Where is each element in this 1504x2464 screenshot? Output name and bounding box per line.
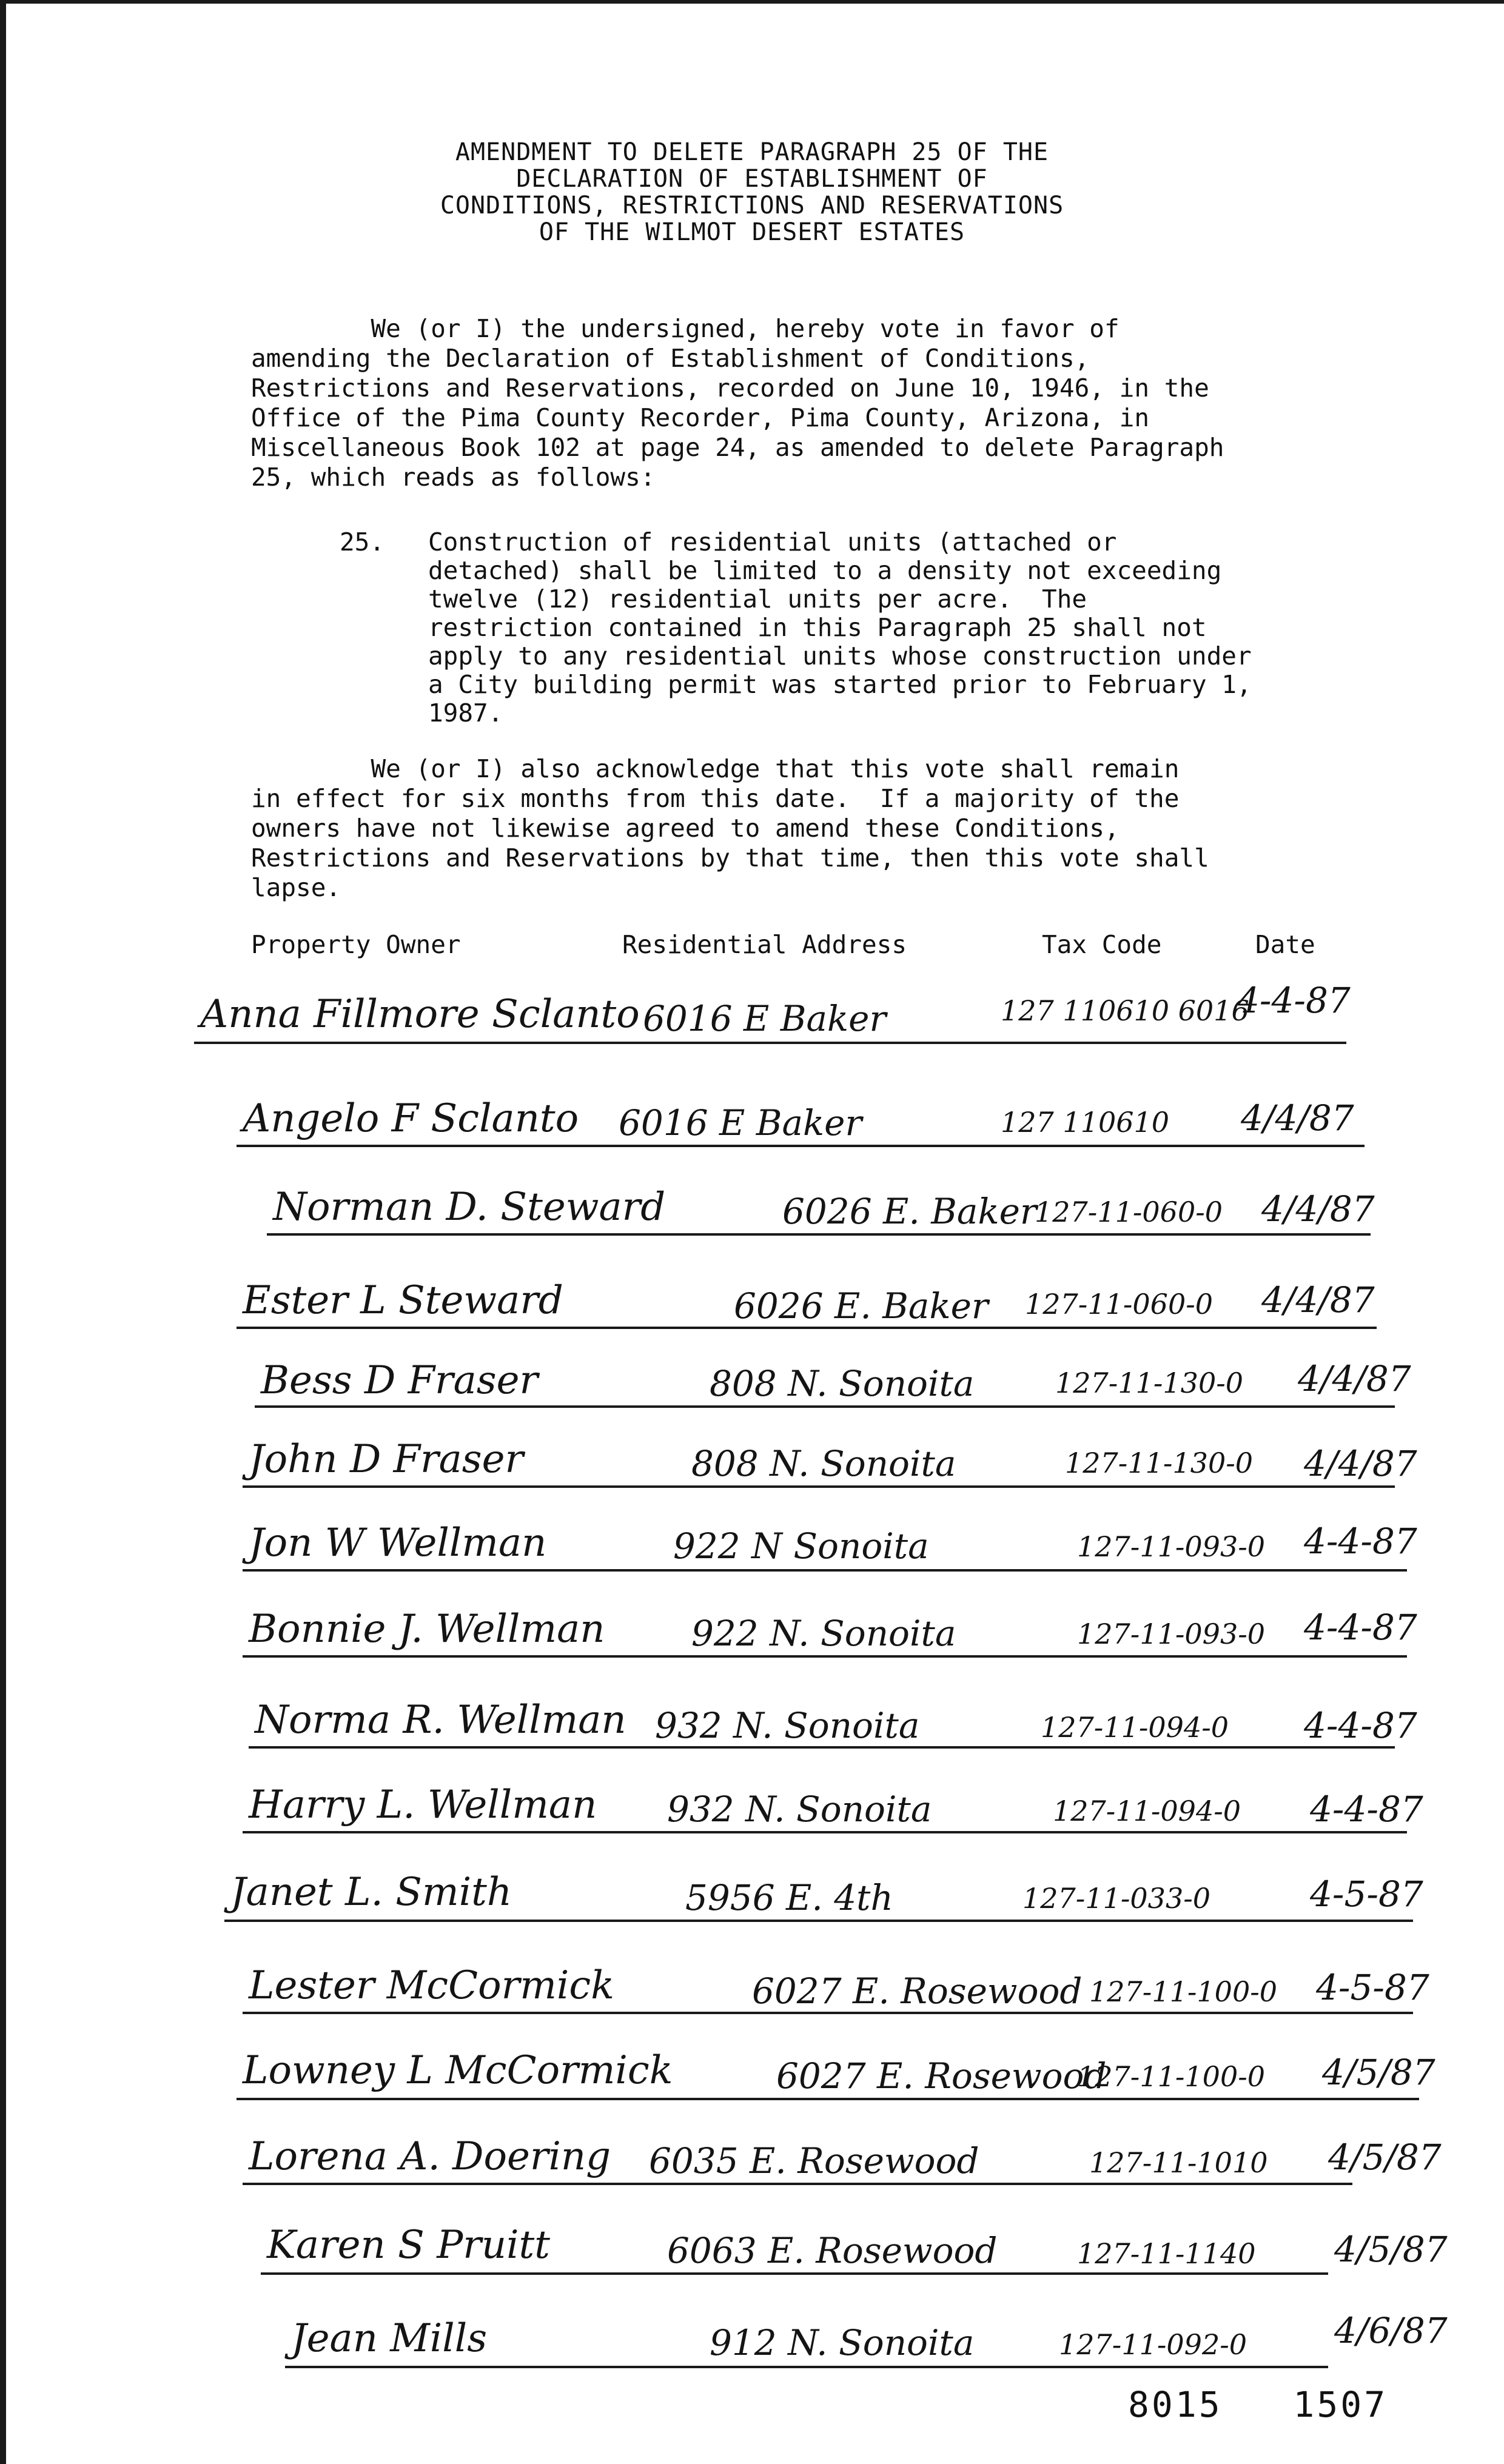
owner-signature: Jon W Wellman: [249, 1521, 547, 1565]
tax-code-text: 127-11-060-0: [1035, 1196, 1223, 1228]
tax-code-text: 127-11-033-0: [1022, 1882, 1211, 1915]
address-text: 5956 E. 4th: [685, 1877, 893, 1918]
ack-line-2: in effect for six months from this date. If a majority of the: [251, 784, 1180, 813]
title-line-3: CONDITIONS, RESTRICTIONS AND RESERVATIONS: [440, 192, 1064, 219]
date-text: 4/4/87: [1241, 1097, 1354, 1139]
address-text: 808 N. Sonoita: [710, 1363, 975, 1404]
address-text: 6016 E Baker: [643, 998, 887, 1039]
owner-signature: Karen S Pruitt: [267, 2223, 550, 2268]
date-text: 4/4/87: [1261, 1188, 1375, 1230]
date-text: 4/5/87: [1322, 2052, 1435, 2093]
date-text: 4/4/87: [1304, 1443, 1417, 1484]
owner-signature: Anna Fillmore Sclanto: [200, 992, 640, 1037]
tax-code-text: 127-11-100-0: [1077, 2060, 1266, 2093]
address-text: 922 N. Sonoita: [691, 1613, 956, 1654]
owner-signature: Jean Mills: [291, 2316, 488, 2361]
scan-top-edge: [0, 0, 1504, 4]
column-header-date: Date: [1255, 930, 1315, 959]
owner-signature: Janet L. Smith: [230, 1870, 512, 1915]
title-line-2: DECLARATION OF ESTABLISHMENT OF: [516, 165, 988, 193]
row-underline: [243, 1655, 1407, 1658]
column-header-tax-code: Tax Code: [1042, 930, 1162, 959]
row-underline: [249, 1746, 1395, 1749]
title-line-1: AMENDMENT TO DELETE PARAGRAPH 25 OF THE: [455, 138, 1049, 166]
tax-code-text: 127 110610 6016: [1001, 994, 1249, 1027]
tax-code-text: 127-11-100-0: [1089, 1975, 1278, 2008]
owner-signature: Angelo F Sclanto: [243, 1096, 579, 1141]
date-text: 4-5-87: [1316, 1967, 1429, 2008]
address-text: 6016 E Baker: [619, 1102, 862, 1143]
ack-line-4: Restrictions and Reservations by that time, then this vote shall: [251, 843, 1209, 872]
row-underline: [224, 1920, 1413, 1922]
address-text: 6026 E. Baker: [782, 1191, 1037, 1232]
row-underline: [243, 1485, 1395, 1488]
owner-signature: Lorena A. Doering: [249, 2134, 611, 2179]
row-underline: [261, 2272, 1328, 2275]
ack-line-1: We (or I) also acknowledge that this vote shall remain: [251, 754, 1180, 783]
tax-code-text: 127 110610: [1001, 1106, 1170, 1139]
owner-signature: John D Fraser: [249, 1437, 524, 1482]
tax-code-text: 127-11-060-0: [1025, 1288, 1214, 1321]
address-text: 912 N. Sonoita: [710, 2322, 975, 2363]
row-underline: [255, 1405, 1395, 1408]
ack-line-3: owners have not likewise agreed to amend these Conditions,: [251, 814, 1120, 843]
column-header-owner: Property Owner: [251, 930, 461, 959]
paragraph-line-5: apply to any residential units whose construction under: [428, 641, 1252, 671]
paragraph-line-1: Construction of residential units (attached or: [428, 527, 1117, 557]
address-text: 6035 E. Rosewood: [649, 2140, 979, 2181]
tax-code-text: 127-11-094-0: [1041, 1711, 1229, 1744]
paragraph-line-7: 1987.: [428, 698, 503, 728]
scan-left-edge: [0, 0, 6, 2464]
intro-line-3: Restrictions and Reservations, recorded on June 10, 1946, in the: [251, 373, 1209, 403]
date-text: 4/6/87: [1334, 2310, 1448, 2351]
date-text: 4-4-87: [1310, 1789, 1423, 1830]
tax-code-text: 127-11-093-0: [1077, 1618, 1266, 1650]
tax-code-text: 127-11-1140: [1077, 2237, 1256, 2270]
intro-line-5: Miscellaneous Book 102 at page 24, as amended to delete Paragraph: [251, 433, 1224, 462]
owner-signature: Ester L Steward: [243, 1278, 563, 1323]
date-text: 4/5/87: [1334, 2229, 1448, 2270]
address-text: 922 N Sonoita: [673, 1525, 929, 1567]
address-text: 6027 E. Rosewood: [752, 1970, 1083, 2012]
date-text: 4-4-87: [1304, 1607, 1417, 1648]
owner-signature: Bess D Fraser: [261, 1358, 539, 1403]
address-text: 6027 E. Rosewood: [776, 2055, 1107, 2097]
paragraph-line-4: restriction contained in this Paragraph 25 shall not: [428, 613, 1207, 642]
column-header-address: Residential Address: [622, 930, 907, 959]
paragraph-line-2: detached) shall be limited to a density not exceeding: [428, 556, 1222, 585]
paragraph-number: 25.: [340, 527, 385, 557]
row-underline: [285, 2366, 1328, 2368]
date-text: 4/4/87: [1261, 1279, 1375, 1321]
date-text: 4/5/87: [1328, 2137, 1442, 2178]
address-text: 6063 E. Rosewood: [667, 2230, 998, 2271]
row-underline: [267, 1233, 1371, 1236]
document-number: 8015 1507: [1128, 2384, 1388, 2425]
intro-line-1: We (or I) the undersigned, hereby vote in favor of: [251, 314, 1120, 343]
owner-signature: Lowney L McCormick: [243, 2048, 673, 2093]
address-text: 932 N. Sonoita: [667, 1789, 932, 1830]
address-text: 932 N. Sonoita: [655, 1705, 920, 1746]
tax-code-text: 127-11-092-0: [1059, 2328, 1247, 2361]
intro-line-6: 25, which reads as follows:: [251, 463, 656, 492]
owner-signature: Bonnie J. Wellman: [249, 1607, 605, 1652]
intro-line-4: Office of the Pima County Recorder, Pima County, Arizona, in: [251, 403, 1150, 432]
tax-code-text: 127-11-1010: [1089, 2146, 1268, 2179]
ack-line-5: lapse.: [251, 873, 341, 902]
row-underline: [194, 1042, 1346, 1044]
date-text: 4-4-87: [1237, 980, 1351, 1021]
tax-code-text: 127-11-093-0: [1077, 1530, 1266, 1563]
date-text: 4-4-87: [1304, 1705, 1417, 1746]
row-underline: [237, 1145, 1365, 1147]
owner-signature: Lester McCormick: [249, 1963, 614, 2008]
row-underline: [243, 1831, 1407, 1833]
tax-code-text: 127-11-130-0: [1055, 1367, 1244, 1399]
paragraph-line-6: a City building permit was started prior to February 1,: [428, 670, 1252, 699]
intro-line-2: amending the Declaration of Establishment of Conditions,: [251, 344, 1090, 373]
row-underline: [243, 2012, 1413, 2014]
row-underline: [237, 1327, 1377, 1329]
owner-signature: Harry L. Wellman: [249, 1783, 597, 1827]
date-text: 4-4-87: [1304, 1521, 1417, 1562]
title-line-4: OF THE WILMOT DESERT ESTATES: [539, 218, 965, 246]
address-text: 808 N. Sonoita: [691, 1443, 956, 1484]
row-underline: [243, 2183, 1352, 2185]
tax-code-text: 127-11-094-0: [1053, 1795, 1241, 1827]
row-underline: [237, 2098, 1419, 2100]
address-text: 6026 E. Baker: [734, 1285, 989, 1327]
owner-signature: Norma R. Wellman: [255, 1698, 626, 1743]
paragraph-line-3: twelve (12) residential units per acre. The: [428, 584, 1087, 614]
owner-signature: Norman D. Steward: [273, 1185, 666, 1230]
tax-code-text: 127-11-130-0: [1065, 1447, 1254, 1479]
date-text: 4-5-87: [1310, 1873, 1423, 1915]
date-text: 4/4/87: [1298, 1358, 1411, 1399]
row-underline: [243, 1569, 1407, 1572]
